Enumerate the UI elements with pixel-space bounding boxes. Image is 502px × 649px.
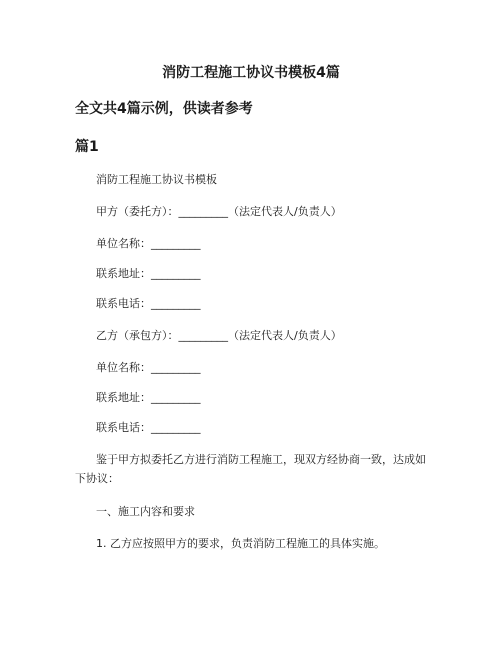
agreement-preamble: 鉴于甲方拟委托乙方进行消防工程施工，现双方经协商一致，达成如下协议： [75, 453, 426, 485]
party-a-company-name: 单位名称：_________ [96, 237, 201, 250]
party-a-phone: 联系电话：_________ [96, 297, 201, 310]
party-b-line: 乙方（承包方）：_________（法定代表人/负责人） [96, 329, 342, 342]
party-b-address: 联系地址：_________ [96, 391, 201, 404]
document-subtitle: 全文共4篇示例，供读者参考 [75, 101, 253, 117]
section-heading: 篇1 [75, 139, 99, 155]
party-b-phone: 联系电话：_________ [96, 421, 201, 434]
clause-item-1: 1. 乙方应按照甲方的要求，负责消防工程施工的具体实施。 [96, 537, 385, 550]
party-a-address: 联系地址：_________ [96, 267, 201, 280]
party-b-company-name: 单位名称：_________ [96, 361, 201, 374]
clause-heading: 一、施工内容和要求 [96, 505, 195, 518]
party-a-line: 甲方（委托方）：_________（法定代表人/负责人） [96, 205, 342, 218]
agreement-template-title: 消防工程施工协议书模板 [96, 173, 217, 186]
document-title: 消防工程施工协议书模板4篇 [162, 65, 340, 81]
